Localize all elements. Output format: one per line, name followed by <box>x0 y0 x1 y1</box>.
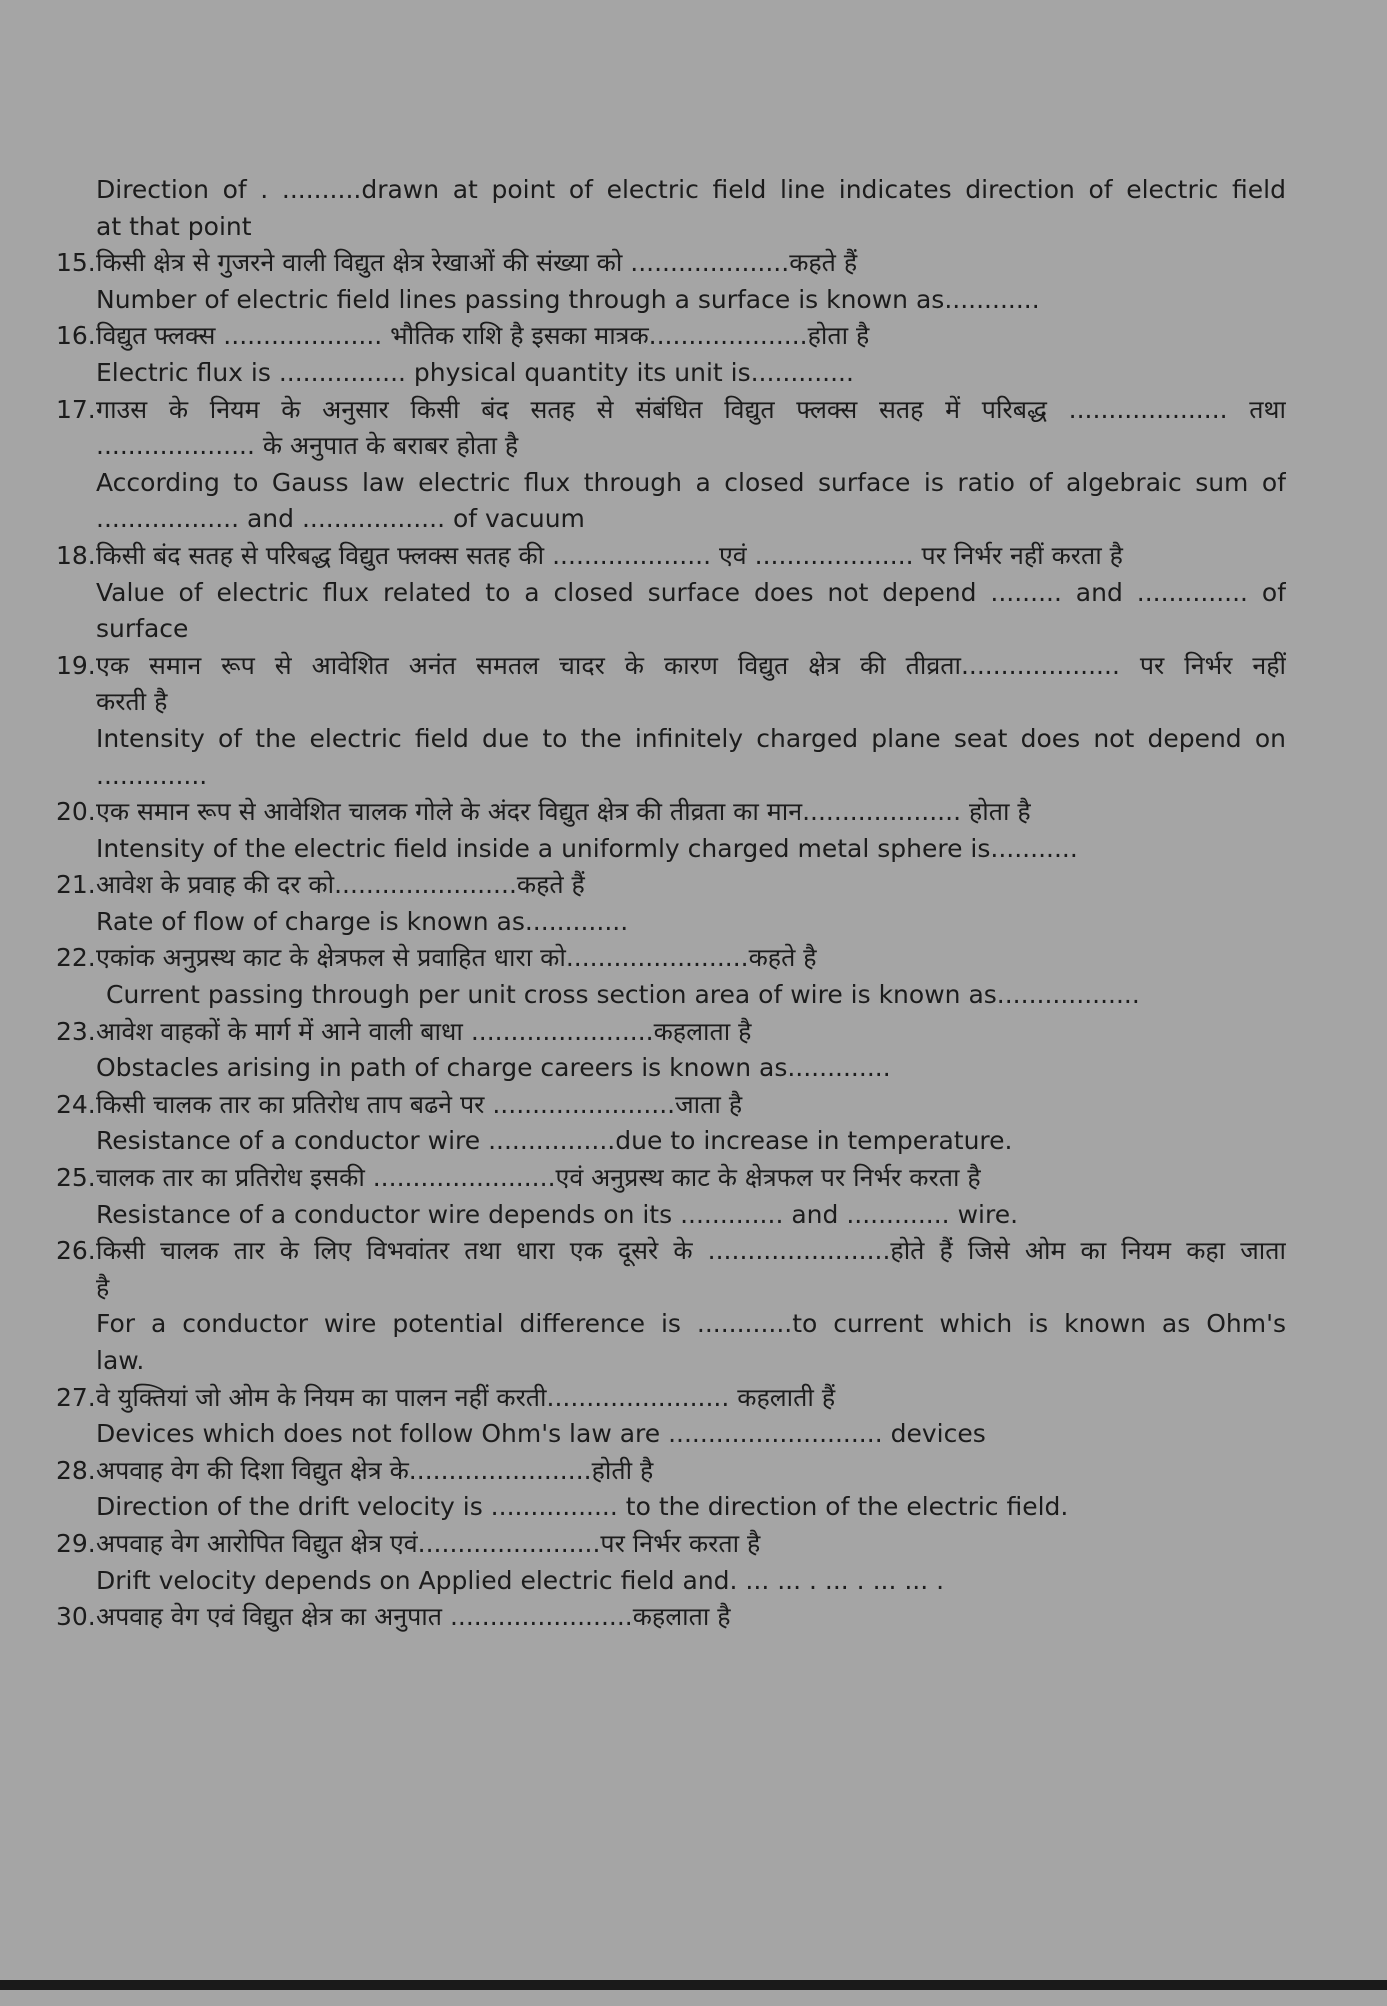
question-number: 24. <box>56 1089 96 1119</box>
question-hindi-text: आवेश के प्रवाह की दर को.......................कहते हैं <box>96 870 585 900</box>
question-29-english: Drift velocity depends on Applied electric field and. ... ... . ... . ... ... . <box>96 1565 945 1595</box>
question-hindi-text: आवेश वाहकों के मार्ग में आने वाली बाधा .......................कहलाता है <box>96 1016 752 1046</box>
question-17-english-continued: .................. and .................. of vacuum <box>96 504 585 534</box>
question-number: 28. <box>56 1455 96 1485</box>
question-hindi-text: किसी बंद सतह से परिबद्ध विद्युत फ्लक्स सतह की .................... एवं .................... पर निर्भर नहीं करता है <box>96 540 1123 570</box>
question-18-english-continued: surface <box>96 614 189 644</box>
question-17-hindi <box>56 392 1286 429</box>
question-number: 22. <box>56 943 96 973</box>
question-17-english: According to Gauss law electric flux through a closed surface is ratio of algebraic sum of <box>96 467 1286 497</box>
question-hindi-text: किसी चालक तार के लिए विभवांतर तथा धारा एक दूसरे के .......................होते हैं जिसे ओम का नियम कहा जाता <box>96 1236 1286 1266</box>
question-number: 21. <box>56 870 96 900</box>
intro-english-line-2: at that point <box>96 211 252 241</box>
question-29-hindi <box>56 1526 1286 1563</box>
bottom-border-bar <box>0 1980 1387 1990</box>
question-number: 17. <box>56 394 96 424</box>
question-25-hindi <box>56 1160 1286 1197</box>
question-19-english: Intensity of the electric field due to the infinitely charged plane seat does not depend on <box>96 723 1286 753</box>
question-24-english: Resistance of a conductor wire ................due to increase in temperature. <box>96 1126 1013 1156</box>
question-26-english: For a conductor wire potential difference is ............to current which is known as Ohm's <box>96 1309 1286 1339</box>
question-number: 25. <box>56 1163 96 1193</box>
question-hindi-text: गाउस के नियम के अनुसार किसी बंद सतह से संबंधित विद्युत फ्लक्स सतह में परिबद्ध .................... तथा <box>96 394 1286 424</box>
question-15-hindi <box>56 245 1286 282</box>
question-28-english: Direction of the drift velocity is ................ to the direction of the electric field. <box>96 1492 1069 1522</box>
question-30-hindi <box>56 1599 1286 1636</box>
question-hindi-text: किसी चालक तार का प्रतिरोध ताप बढने पर .......................जाता है <box>96 1089 743 1119</box>
question-hindi-text: एक समान रूप से आवेशित अनंत समतल चादर के कारण विद्युत क्षेत्र की तीव्रता.................... पर निर्भर नहीं <box>96 650 1286 680</box>
question-hindi-text: एकांक अनुप्रस्थ काट के क्षेत्रफल से प्रवाहित धारा को.......................कहते है <box>96 943 817 973</box>
question-28-hindi <box>56 1453 1286 1490</box>
question-hindi-text: अपवाह वेग आरोपित विद्युत क्षेत्र एवं.......................पर निर्भर करता है <box>96 1528 761 1558</box>
question-23-english: Obstacles arising in path of charge careers is known as............. <box>96 1053 891 1083</box>
question-number: 18. <box>56 540 96 570</box>
question-hindi-text: विद्युत फ्लक्स .................... भौतिक राशि है इसका मात्रक....................होता है <box>96 321 870 351</box>
question-19-english-continued: .............. <box>96 760 208 790</box>
question-18-hindi <box>56 538 1286 575</box>
question-number: 23. <box>56 1016 96 1046</box>
question-26-hindi-continued: है <box>96 1272 110 1302</box>
question-27-english: Devices which does not follow Ohm's law are ........................... devices <box>96 1419 986 1449</box>
question-21-hindi <box>56 867 1286 904</box>
question-hindi-text: अपवाह वेग एवं विद्युत क्षेत्र का अनुपात .......................कहलाता है <box>96 1602 731 1632</box>
question-number: 15. <box>56 248 96 278</box>
question-20-hindi <box>56 794 1286 831</box>
question-22-english: Current passing through per unit cross section area of wire is known as.................. <box>106 980 1140 1010</box>
question-list <box>56 172 1286 1636</box>
question-number: 29. <box>56 1528 96 1558</box>
question-17-hindi-continued: .................... के अनुपात के बराबर होता है <box>96 431 519 461</box>
question-20-english: Intensity of the electric field inside a uniformly charged metal sphere is........... <box>96 833 1078 863</box>
question-15-english: Number of electric field lines passing through a surface is known as............ <box>96 284 1040 314</box>
question-27-hindi <box>56 1380 1286 1417</box>
question-number: 19. <box>56 650 96 680</box>
question-18-english: Value of electric flux related to a closed surface does not depend ......... and .............. of <box>96 577 1286 607</box>
question-hindi-text: वे युक्तियां जो ओम के नियम का पालन नहीं करती....................... कहलाती हैं <box>96 1382 836 1412</box>
question-19-hindi <box>56 648 1286 685</box>
question-number: 27. <box>56 1382 96 1412</box>
question-number: 30. <box>56 1602 96 1632</box>
question-hindi-text: किसी क्षेत्र से गुजरने वाली विद्युत क्षेत्र रेखाओं की संख्या को ....................कहते हैं <box>96 248 858 278</box>
question-number: 20. <box>56 797 96 827</box>
question-26-english-continued: law. <box>96 1346 145 1375</box>
question-hindi-text: चालक तार का प्रतिरोध इसकी .......................एवं अनुप्रस्थ काट के क्षेत्रफल पर निर्भर करता है <box>96 1163 981 1193</box>
question-25-english: Resistance of a conductor wire depends on its ............. and ............. wire. <box>96 1199 1019 1229</box>
question-16-hindi <box>56 318 1286 355</box>
question-hindi-text: एक समान रूप से आवेशित चालक गोले के अंदर विद्युत क्षेत्र की तीव्रता का मान.................... होता है <box>96 797 1031 827</box>
question-hindi-text: अपवाह वेग की दिशा विद्युत क्षेत्र के.......................होती है <box>96 1455 654 1485</box>
question-26-hindi <box>56 1233 1286 1270</box>
question-19-hindi-continued: करती है <box>96 687 168 717</box>
question-16-english: Electric flux is ................ physical quantity its unit is............. <box>96 357 854 387</box>
question-number: 16. <box>56 321 96 351</box>
intro-english-line-1: Direction of . ..........drawn at point of electric field line indicates direction of electric field <box>96 175 1286 204</box>
question-23-hindi <box>56 1014 1286 1051</box>
question-24-hindi <box>56 1087 1286 1124</box>
question-number: 26. <box>56 1236 96 1266</box>
question-21-english: Rate of flow of charge is known as............. <box>96 906 629 936</box>
question-22-hindi <box>56 940 1286 977</box>
